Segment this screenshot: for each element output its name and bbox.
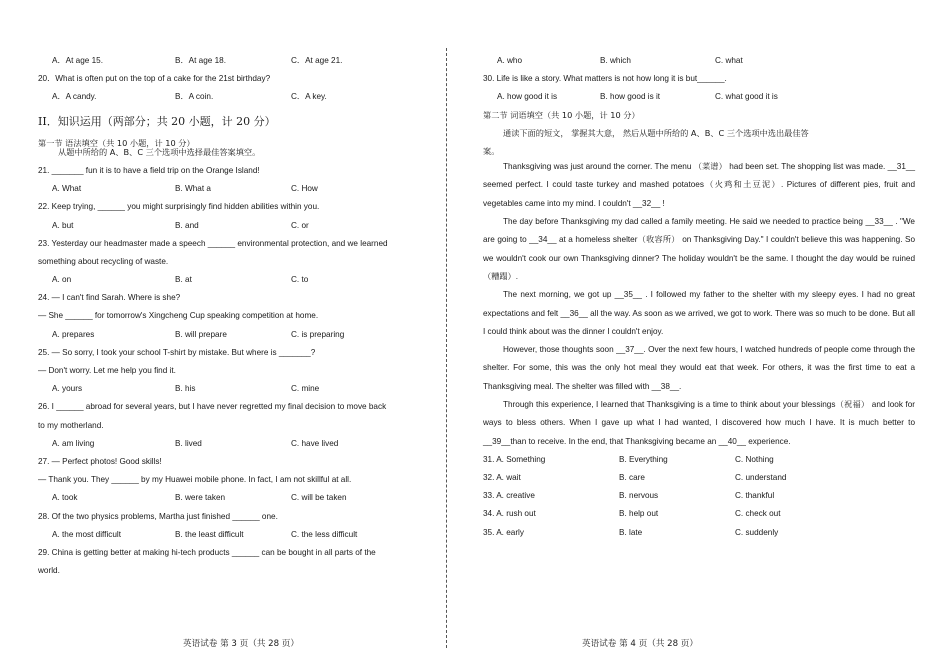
option-c: C. is preparing: [291, 329, 345, 339]
option-c: C．A key.: [291, 92, 327, 102]
left-page-content: [38, 56, 410, 575]
section1-title: 第一节 语法填空（共 10 小题，计 10 分）: [38, 137, 195, 148]
q26-stem-line2: to my motherland.: [38, 420, 104, 430]
passage-paragraph-1: [483, 158, 915, 213]
option-c: C. check out: [735, 509, 781, 519]
q25-options: [38, 384, 410, 393]
q23-stem-line2: something about recycling of waste.: [38, 256, 169, 266]
q25-stem-line1: 25. — So sorry, I took your school T-shirt by mistake. But where is _______?: [38, 347, 316, 357]
q27-stem-line1: 27. — Perfect photos! Good skills!: [38, 456, 162, 466]
part2-heading: II．知识运用（两部分；共 20 小题，计 20 分）: [38, 114, 276, 128]
q30-stem: 30. Life is like a story. What matters is not how long it is but______.: [483, 74, 727, 84]
option-c: C. or: [291, 220, 309, 230]
option-a: 32. A. wait: [483, 473, 521, 483]
option-c: C. Nothing: [735, 454, 774, 464]
option-b: B. lived: [175, 438, 202, 448]
option-c: C. will be taken: [291, 493, 347, 503]
option-b: B. at: [175, 275, 192, 285]
option-a: A. the most difficult: [52, 529, 122, 539]
q26-stem-line1: 26. I ______ abroad for several years, but I have never regretted my final decision to move back: [38, 402, 387, 412]
option-b: B. his: [175, 384, 196, 394]
cloze-options-35: [483, 528, 915, 537]
q20-options: [38, 92, 410, 101]
paragraph-1-text: Thanksgiving was just around the corner. The menu （菜谱） had been set. The shopping list was made. __31__ seemed perfect. I could taste turkey and mashed potatoes（火鸡和土豆泥）. Pictures of different pies, fruit and vegetables came into my mind. I couldn't __32__ !: [483, 162, 915, 208]
q23-options: [38, 275, 410, 284]
section2-instruction-line2: 案。: [483, 145, 500, 156]
option-c: C. How: [291, 184, 318, 194]
option-c: C. mine: [291, 384, 320, 394]
right-page-content: [483, 56, 915, 537]
section1-instruction: 从题中所给的 A、B、C 三个选项中选择最佳答案填空。: [58, 146, 261, 157]
passage-paragraph-5: [483, 396, 915, 451]
option-b: B. which: [600, 56, 631, 65]
q24-stem-line2: — She ______ for tomorrow's Xingcheng Cup speaking competition at home.: [38, 311, 319, 321]
q21-options: [38, 184, 410, 193]
option-b: B. were taken: [175, 493, 226, 503]
right-page: [452, 0, 950, 671]
option-b: B. What a: [175, 184, 211, 194]
q30-options: [483, 92, 915, 101]
option-a: 33. A. creative: [483, 491, 535, 501]
option-b: B. will prepare: [175, 329, 227, 339]
q27-options: [38, 493, 410, 502]
option-b: B. and: [175, 220, 199, 230]
option-b: B. help out: [619, 509, 659, 519]
cloze-options-34: [483, 509, 915, 518]
option-a: A. What: [52, 184, 82, 194]
q22-stem: 22. Keep trying, ______ you might surprisingly find hidden abilities within you.: [38, 202, 320, 212]
page-footer-4: 英语试卷 第 4 页（共 28 页）: [582, 639, 698, 649]
option-c: C．At age 21.: [291, 56, 343, 65]
q26-options: [38, 439, 410, 448]
option-c: C. suddenly: [735, 527, 779, 537]
option-a: A. prepares: [52, 329, 95, 339]
q25-stem-line2: — Don't worry. Let me help you find it.: [38, 366, 176, 375]
cloze-options-31: [483, 455, 915, 464]
q28-stem: 28. Of the two physics problems, Martha just finished ______ one.: [38, 511, 278, 521]
option-a: 31. A. Something: [483, 454, 546, 464]
passage-paragraph-2: [483, 213, 915, 286]
q24-stem-line1: 24. — I can't find Sarah. Where is she?: [38, 293, 181, 303]
q29-options: [483, 56, 915, 65]
option-b: B. care: [619, 473, 645, 483]
option-b: B. the least difficult: [175, 529, 244, 539]
option-b: B. late: [619, 527, 643, 537]
passage-paragraph-4: [483, 341, 915, 396]
option-a: A. how good it is: [497, 92, 558, 102]
q22-options: [38, 221, 410, 230]
option-a: A．A candy.: [52, 92, 97, 102]
q20-stem: 20．What is often put on the top of a cake for the 21st birthday?: [38, 74, 271, 84]
section2-title: 第二节 词语填空（共 10 小题，计 10 分）: [483, 109, 640, 120]
option-c: C. understand: [735, 473, 787, 483]
option-c: C. to: [291, 275, 309, 285]
option-a: A. who: [497, 56, 523, 65]
cloze-options-32: [483, 473, 915, 482]
page-footer-3: 英语试卷 第 3 页（共 28 页）: [183, 639, 299, 649]
option-a: A．At age 15.: [52, 56, 103, 65]
option-b: B．A coin.: [175, 92, 214, 102]
q23-stem-line1: 23. Yesterday our headmaster made a speech ______ environmental protection, and we learned: [38, 238, 388, 248]
option-a: A. took: [52, 493, 78, 503]
q28-options: [38, 530, 410, 539]
option-c: C. what: [715, 56, 743, 65]
paragraph-3-text: The next morning, we got up __35__ . I followed my father to the shelter with my sleepy eyes. I had no great expectations and felt __36__ all the way. As soon as we arrived, we got to work. There was so much to be done. But all I could think about was the dinner I couldn't enjoy.: [483, 290, 915, 336]
q29-stem-line1: 29. China is getting better at making hi-tech products ______ can be bought in all parts of the: [38, 547, 376, 557]
option-a: 35. A. early: [483, 527, 524, 537]
left-page: [0, 0, 445, 671]
option-a: A. am living: [52, 438, 95, 448]
cloze-options-33: [483, 491, 915, 500]
option-b: B. nervous: [619, 491, 659, 501]
option-a: 34. A. rush out: [483, 509, 536, 519]
option-b: B. Everything: [619, 454, 668, 464]
q29-stem-line2: world.: [38, 566, 60, 576]
option-c: C. thankful: [735, 491, 775, 501]
passage-paragraph-3: [483, 286, 915, 341]
paragraph-5-text: Through this experience, I learned that Thanksgiving is a time to think about your blessings（祝福） and look for ways to bless others. When I gave up what I had wanted, I discovered how much I have. It is much better to __39__than to receive. In the end, that Thanksgiving became an __40__ experience.: [483, 399, 915, 446]
option-b: B．At age 18.: [175, 56, 226, 65]
q27-stem-line2: — Thank you. They ______ by my Huawei mobile phone. In fact, I am not skillful at all.: [38, 475, 352, 485]
q19-options: [38, 56, 410, 65]
option-a: A. but: [52, 220, 74, 230]
option-c: C. the less difficult: [291, 529, 358, 539]
option-a: A. yours: [52, 384, 83, 394]
option-a: A. on: [52, 275, 72, 285]
paragraph-4-text: However, those thoughts soon __37__. Over the next few hours, I watched hundreds of people come through the shelter. For some, this was the only hot meal they would eat that week. For others, it was the first time to eat a Thanksgiving meal. The shelter was filled with __38__.: [483, 345, 915, 391]
q24-options: [38, 330, 410, 339]
option-b: B. how good is it: [600, 92, 661, 102]
paragraph-2-text: The day before Thanksgiving my dad called a family meeting. He said we needed to practice being __33__ . "We are going to __34__ at a homeless shelter（收容所） on Thanksgiving Day." I couldn't believe this was happening. So we wouldn't cook our own Thanksgiving dinner? The holiday wouldn't be the same. I thought the day would be ruined （糟蹋）.: [483, 217, 915, 281]
q21-stem: 21. _______ fun it is to have a field trip on the Orange Island!: [38, 165, 260, 175]
section2-instruction-line1: 通读下面的短文， 掌握其大意， 然后从题中所给的 A、B、C 三个选项中选出最佳答: [503, 127, 809, 138]
option-c: C. have lived: [291, 438, 339, 448]
option-c: C. what good it is: [715, 92, 778, 102]
page-divider: [446, 48, 447, 648]
